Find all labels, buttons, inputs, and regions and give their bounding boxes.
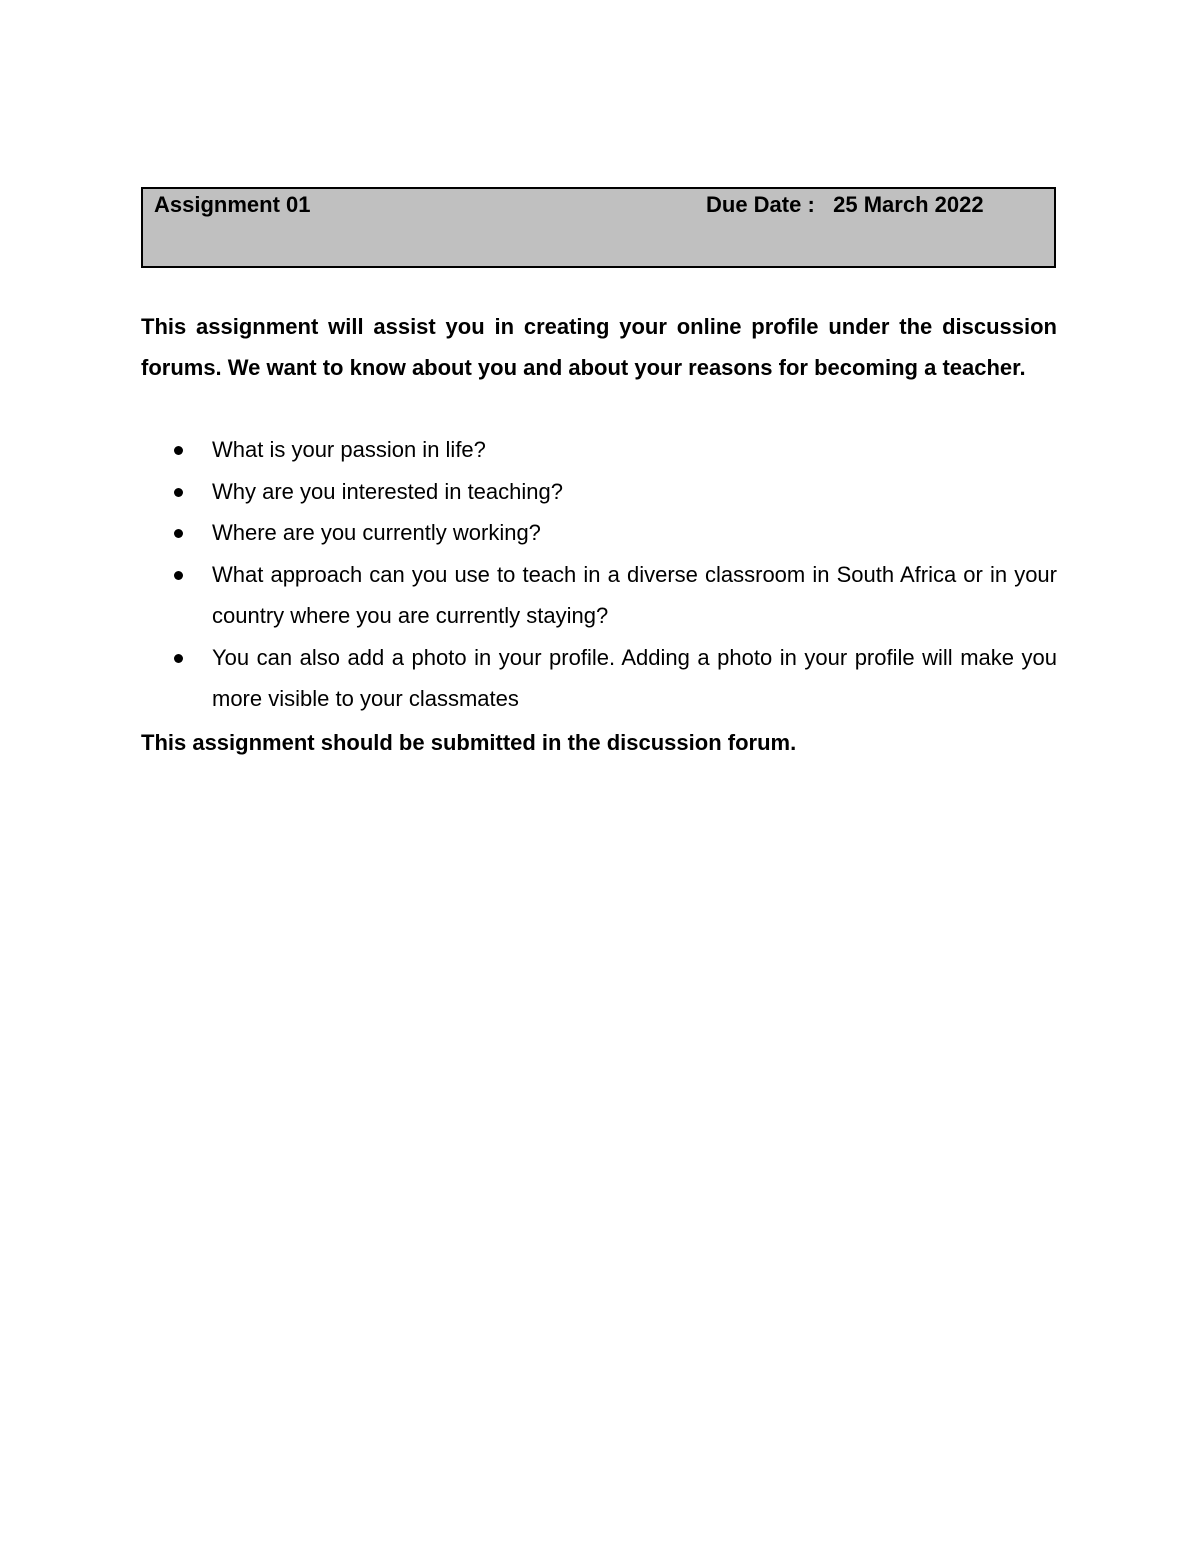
- list-item: [141, 471, 1057, 513]
- submission-note: This assignment should be submitted in the discussion forum.: [141, 730, 797, 755]
- list-item: [141, 637, 1057, 720]
- due-date: Due Date : 25 March 2022: [706, 192, 984, 217]
- question-text: What is your passion in life?: [212, 437, 486, 462]
- question-text: You can also add a photo in your profile. Adding a photo in your profile will make you more visible to your classmates: [212, 644, 1057, 711]
- list-item: [141, 429, 1057, 471]
- question-text: Where are you currently working?: [212, 520, 541, 545]
- list-item: [141, 554, 1057, 637]
- assignment-header-box: [141, 187, 1056, 268]
- bullet-icon: [174, 529, 183, 538]
- question-text: What approach can you use to teach in a diverse classroom in South Africa or in your country where you are currently staying?: [212, 561, 1057, 628]
- question-list: [141, 429, 1057, 720]
- intro-paragraph: This assignment will assist you in creating your online profile under the discussion forums. We want to know about you and about your reasons for becoming a teacher.: [141, 314, 1057, 380]
- bullet-icon: [174, 571, 183, 580]
- list-item: [141, 512, 1057, 554]
- question-text: Why are you interested in teaching?: [212, 478, 563, 504]
- assignment-title: Assignment 01: [154, 192, 311, 217]
- bullet-icon: [174, 654, 183, 663]
- bullet-icon: [174, 488, 183, 497]
- bullet-icon: [174, 446, 183, 455]
